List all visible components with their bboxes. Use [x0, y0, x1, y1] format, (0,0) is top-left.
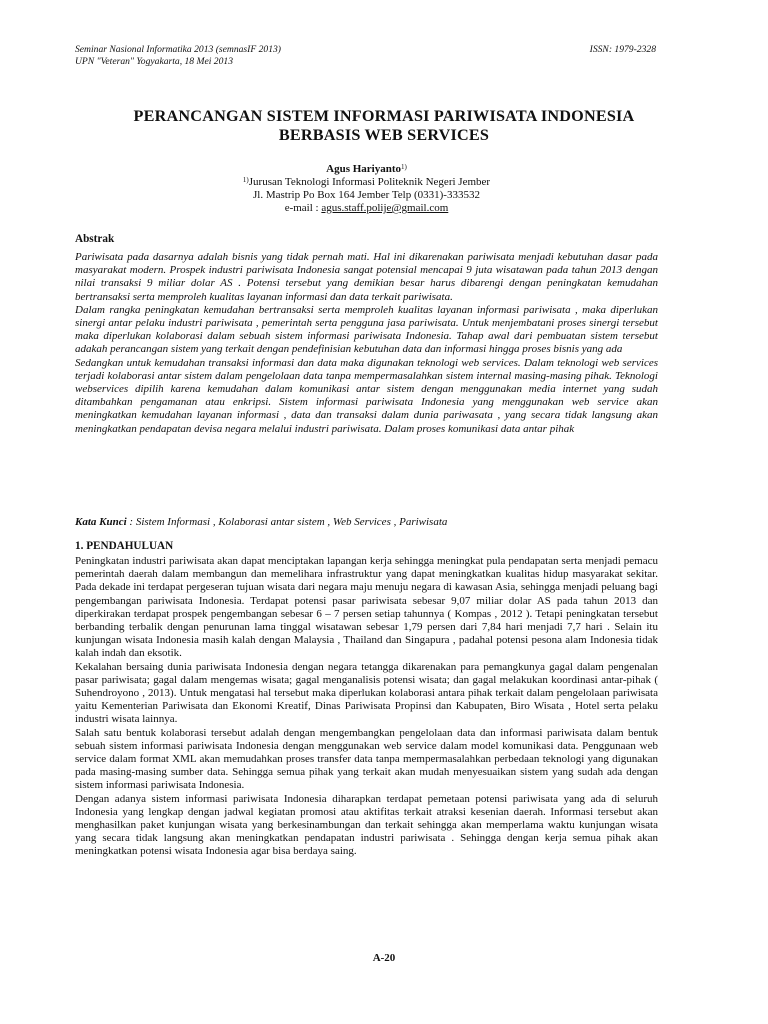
body-paragraph: Kekalahan bersaing dunia pariwisata Indonesia dengan negara tetangga dikarenakan para pemangkunya gagal dalam pengenalan pasar pariwisata; gagal dalam mengemas wisata; gagal menganalisis potensi wisata; dan gagal melakukan koordinasi antar-pihak ( Suhendroyono , 2013). Untuk mengatasi hal tersebut maka diperlukan kolaborasi antara pihak terkait dalam pengelolaan pariwisata yaitu Kementerian Pariwisata dan Ekonomi Kreatif, Dinas Pariwisata Propinsi dan Kabupaten, Biro Wisata , Hotel serta pelaku industri wisata lainnya. — [75, 660, 658, 726]
author-name: Agus Hariyanto — [326, 163, 402, 175]
email-line — [75, 202, 658, 215]
section-body — [75, 555, 658, 859]
affiliation: Jurusan Teknologi Informasi Politeknik Negeri Jember — [248, 176, 491, 188]
keywords-label: Kata Kunci — [75, 516, 127, 528]
address: Jl. Mastrip Po Box 164 Jember Telp (0331)-333532 — [253, 189, 480, 201]
conference-name: Seminar Nasional Informatika 2013 (semnasIF 2013) — [75, 44, 281, 55]
affiliation-superscript: 1) — [242, 176, 249, 184]
author-block — [75, 163, 658, 215]
affiliation-line — [75, 176, 658, 189]
email-link[interactable]: agus.staff.polije@gmail.com — [321, 202, 449, 214]
email-prefix: e-mail : — [284, 202, 322, 214]
body-paragraph: Dengan adanya sistem informasi pariwisata Indonesia diharapkan terdapat pemetaan potensi pariwisata yang ada di seluruh Indonesia yang lengkap dengan jadwal kegiatan promosi atau aktifitas terkait atraksi kesenian daerah. Informasi tersebut akan menghasilkan paket kunjungan wisata yang berkesinambungan dan terkait sehingga akan memperlama waktu kunjungan wisata yang secara tidak langsung akan meningkatkan pendapatan industri pariwisata . Sehingga dengan kerja semua pihak akan meningkatkan potensi wisata Indonesia agar bisa berdaya saing. — [75, 792, 658, 858]
body-paragraph: Peningkatan industri pariwisata akan dapat menciptakan lapangan kerja sehingga meningkat pula pendapatan serta menjadi pemacu pemerintah daerah dalam membangun dan memelihara infrastruktur yang dapat meningkatkan kualitas hidup masyarakat sekitar. Pada dekade ini terdapat pergeseran tujuan wisata dari negara maju menuju negara di kawasan Asia, sehingga menjadi peluang bagi pengembangan pariwisata Indonesia. Terdapat potensi pasar pariwisata sebesar 9,07 miliar dolar AS pada tahun 2013 dan diperkirakan terdapat prospek pengembangan sebesar 6 – 7 persen setiap tahunnya ( Kompas , 2012 ). Tetapi peningkatan tersebut berbanding terbalik dengan penurunan lama tinggal wisatawan sebesar 1,79 persen dari 7,84 hari menjadi 7,7 hari . Selain itu kunjungan wisata Indonesia masih kalah dengan Malaysia , Thailand dan Singapura , padahal potensi pesona alam Indonesia tidak kalah indah dan eksotik. — [75, 555, 658, 660]
abstract-paragraph: Sedangkan untuk kemudahan transaksi informasi dan data maka digunakan teknologi web services. Dalam teknologi web services terjadi kolaborasi antar sistem dalam pengelolaan data tanpa mempermasalahkan sistem internal masing-masing pihak. Teknologi webservices dipilih karena kemudahan dalam komunikasi antar sistem dengan menggunakan media internet yang sudah ditambahkan pengamanan atau enkripsi. Sistem informasi pariwisata Indonesia yang menggunakan web service akan meningkatkan kemudahan layanan informasi , data dan transaksi dalam dunia pariwasata , yang secara tidak langsung akan meningkatkan pendapatan devisa negara melalui industri pariwisata. Dalam proses komunikasi data antar pihak — [75, 356, 658, 435]
title-line-2: BERBASIS WEB SERVICES — [278, 126, 490, 144]
keywords-line — [75, 516, 658, 529]
title-line-1: PERANCANGAN SISTEM INFORMASI PARIWISATA INDONESIA — [133, 107, 635, 125]
author-superscript: 1) — [401, 163, 407, 171]
paper-title — [60, 107, 708, 145]
abstract-heading: Abstrak — [75, 233, 115, 245]
abstract-body — [75, 251, 658, 436]
running-header-left — [75, 44, 281, 68]
body-paragraph: Salah satu bentuk kolaborasi tersebut adalah dengan mengembangkan pengelolaan data dan informasi pariwisata dalam bentuk sebuah sistem informasi pariwisata Indonesia dengan menggunakan web service dalam model komunikasi data. Penggunaan web service dalam format XML akan memudahkan proses transfer data tanpa mempermasalahkan perbedaan teknologi yang digunakan pada masing-masing sumber data. Sehingga semua pihak yang terkait akan mudah menyesuaikan sistem yang sudah ada dengan sistem informasi pariwisata Indonesia. — [75, 726, 658, 792]
page-number: A-20 — [372, 952, 396, 964]
keywords-text: : Sistem Informasi , Kolaborasi antar sistem , Web Services , Pariwisata — [126, 516, 448, 528]
author-name-line — [75, 163, 658, 176]
conference-venue-date: UPN "Veteran" Yogyakarta, 18 Mei 2013 — [75, 56, 233, 67]
abstract-paragraph: Dalam rangka peningkatan kemudahan bertransaksi serta memproleh kualitas layanan informasi pariwisata , maka diperlukan sinergi antar pelaku industri pariwisata , pemerintah serta pengguna jasa pariwisata. Untuk menjembatani proses sinergi tersebut maka diperlukan kolaborasi dalam sebuah sistem informasi pariwisata Indonesia. Tahap awal dari pembuatan sistem tersebut adakah perancangan sistem yang terkait dengan pendefinisian kebutuhan data dan informasi hingga proses bisnis yang ada — [75, 303, 658, 356]
issn-label: ISSN: 1979-2328 — [589, 44, 656, 55]
section-heading: 1. PENDAHULUAN — [75, 540, 174, 552]
abstract-paragraph: Pariwisata pada dasarnya adalah bisnis yang tidak pernah mati. Hal ini dikarenakan pariwisata menjadi kebutuhan dasar pada masyarakat modern. Prospek industri pariwisata Indonesia sangat potensial mencapai 9 juta wisatawan pada tahun 2013 dengan nilai transaksi 9 miliar dolar AS . Potensi tersebut yang demikian besar harus dibarengi dengan peningkatan kemudahan bertransaksi serta memproleh kualitas layanan informasi dan data terkait pariwisata. — [75, 251, 658, 303]
